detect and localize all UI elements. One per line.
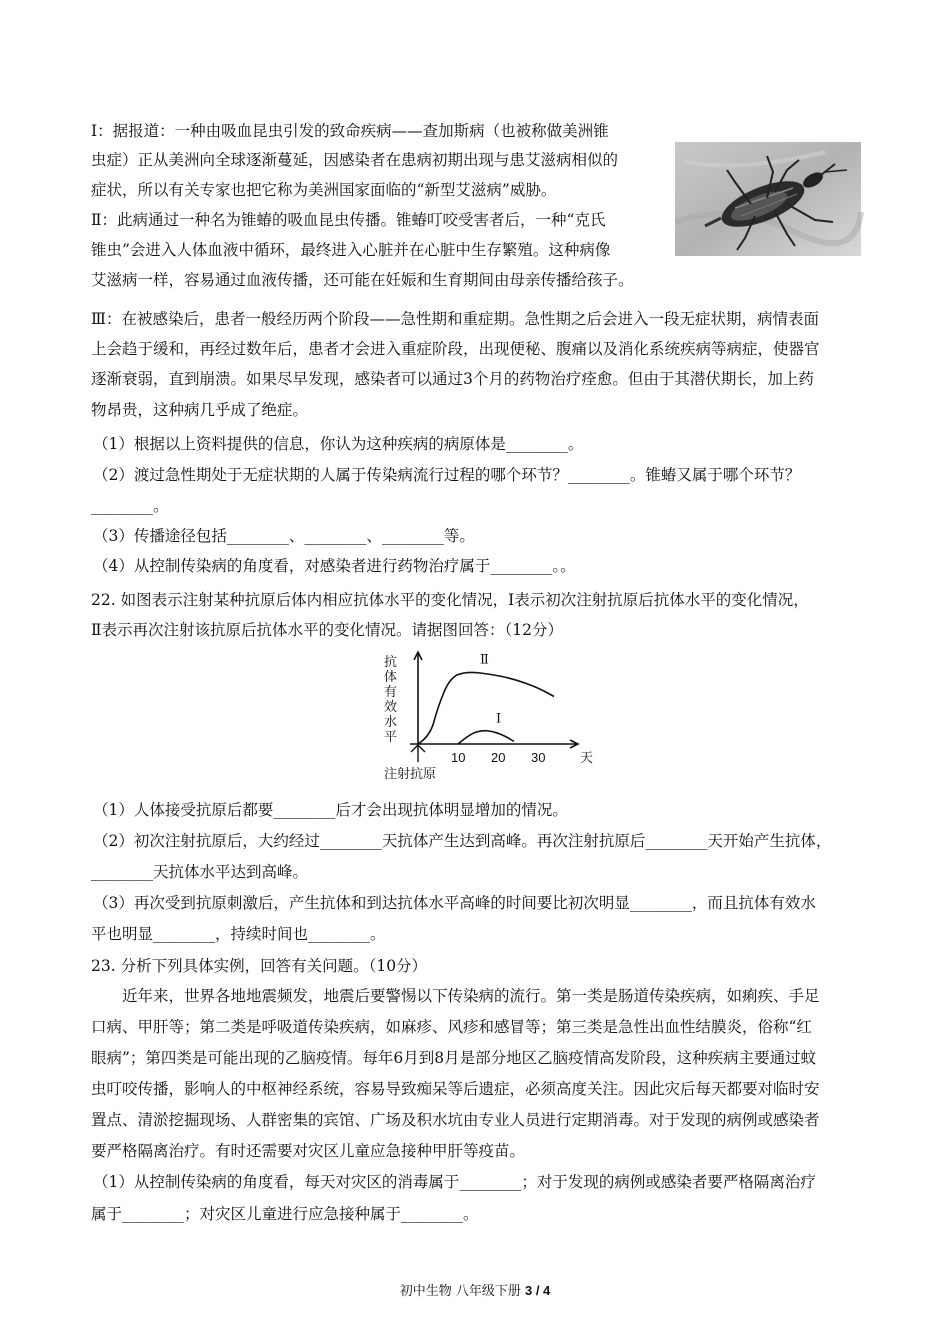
- passage-3-line-3: 逐渐衰弱，直到崩溃。如果尽早发现，感染者可以通过3个月的药物治疗痊愈。但由于其潜伏期长，加上药: [91, 370, 814, 388]
- series-line-secondary: [418, 672, 554, 744]
- passage-1-line-3: 症状，所以有关专家也把它称为美洲国家面临的“新型艾滋病”威胁。: [91, 181, 557, 199]
- q21-sub-4: （4）从控制传染病的角度看，对感染者进行药物治疗属于________。。: [93, 557, 576, 575]
- q21-sub-2-line-1: （2）渡过急性期处于无症状期的人属于传染病流行过程的哪个环节？________。锥蝽又属于哪个环节？: [93, 466, 801, 484]
- y-label-char: 体: [384, 670, 398, 685]
- x-note-label: 注射抗原: [384, 767, 437, 782]
- chart-axes: [410, 652, 578, 748]
- passage-2-line-1: Ⅱ：此病通过一种名为锥蝽的吸血昆虫传播。锥蝽叮咬受害者后，一种“克氏: [91, 211, 606, 229]
- passage-3-line-4: 物昂贵，这种病几乎成了绝症。: [91, 401, 309, 419]
- passage-1-line-1: Ⅰ：据报道：一种由吸血昆虫引发的致命疾病——查加斯病（也被称做美洲锥: [91, 122, 609, 140]
- chart-series: [418, 653, 554, 745]
- q23-passage-line-1: 近年来，世界各地地震频发，地震后要警惕以下传染病的流行。第一类是肠道传染疾病，如痢疾、手足: [122, 987, 820, 1005]
- q21-sub-1: （1）根据以上资料提供的信息，你认为这种疾病的病原体是________。: [93, 435, 584, 453]
- q22-stem-line-1: 22. 如图表示注射某种抗原后体内相应抗体水平的变化情况，Ⅰ表示初次注射抗原后抗体水平的变化情况，: [91, 591, 809, 609]
- x-tick-label: 30: [531, 750, 546, 765]
- y-axis-label: [384, 654, 397, 745]
- passage-3-line-1: Ⅲ：在被感染后，患者一般经历两个阶段——急性期和重症期。急性期之后会进入一段无症状期，病情表面: [91, 310, 819, 328]
- injection-arrow: [411, 745, 425, 762]
- antibody-chart-svg: [370, 650, 594, 790]
- q21-sub-3: （3）传播途径包括________、________、________等。: [93, 527, 475, 545]
- series-label: Ⅱ: [480, 652, 489, 668]
- q23-passage-line-3: 眼病”；第四类是可能出现的乙脑疫情。每年6月到8月是部分地区乙脑疫情高发阶段，这种疾病主要通过蚊: [91, 1049, 817, 1067]
- kissing-bug-photo: [675, 142, 861, 256]
- series-line-primary: [458, 731, 514, 744]
- q22-sub-1: （1）人体接受抗原后都要________后才会出现抗体明显增加的情况。: [93, 801, 568, 819]
- x-tick-label: 20: [491, 750, 506, 765]
- antibody-level-chart: [370, 650, 594, 790]
- q23-passage-line-4: 虫叮咬传播，影响人的中枢神经系统，容易导致痴呆等后遗症，必须高度关注。因此灾后每天都要对临时安: [91, 1080, 820, 1098]
- passage-2-line-2: 锥虫”会进入人体血液中循环，最终进入心脏并在心脏中生存繁殖。这种病像: [91, 241, 611, 259]
- q23-passage-line-5: 置点、清淤挖掘现场、人群密集的宾馆、广场及积水坑由专业人员进行定期消毒。对于发现的病例或感染者: [91, 1111, 820, 1129]
- passage-2-line-3: 艾滋病一样，容易通过血液传播，还可能在妊娠和生育期间由母亲传播给孩子。: [91, 271, 634, 289]
- q21-sub-2-line-2: ________。: [91, 497, 169, 515]
- q22-sub-3-line-1: （3）再次受到抗原刺激后，产生抗体和到达抗体水平高峰的时间要比初次明显________，而且抗体有效水: [93, 894, 816, 912]
- y-label-char: 抗: [384, 655, 398, 670]
- footer-text: 初中生物 八年级下册: [399, 1284, 525, 1299]
- y-label-char: 平: [384, 730, 398, 745]
- q23-sub-1-line-2: 属于________；对灾区儿童进行应急接种属于________。: [91, 1205, 479, 1223]
- q23-passage-line-6: 要严格隔离治疗。有时还需要对灾区儿童应急接种甲肝等疫苗。: [91, 1142, 526, 1160]
- q23-stem: 23. 分析下列具体实例，回答有关问题。（10分）: [91, 957, 428, 975]
- page-footer: [0, 1280, 950, 1299]
- x-unit-label: 天: [580, 751, 594, 766]
- x-tick-label: 10: [451, 750, 466, 765]
- passage-1-line-2: 虫症）正从美洲向全球逐渐蔓延，因感染者在患病初期出现与患艾滋病相似的: [91, 151, 619, 169]
- q22-sub-2-line-2: ________天抗体水平达到高峰。: [91, 863, 309, 881]
- kissing-bug-image: [675, 142, 861, 256]
- y-label-char: 水: [384, 715, 398, 730]
- page-number: 3 / 4: [524, 1283, 551, 1298]
- y-label-char: 有: [384, 685, 398, 700]
- q22-sub-3-line-2: 平也明显________，持续时间也________。: [91, 925, 386, 943]
- series-label: Ⅰ: [496, 711, 502, 727]
- q23-sub-1-line-1: （1）从控制传染病的角度看，每天对灾区的消毒属于________；对于发现的病例或感染者要严格隔离治疗: [93, 1173, 816, 1191]
- q22-sub-2-line-1: （2）初次注射抗原后，大约经过________天抗体产生达到高峰。再次注射抗原后________天开始产生抗体，: [93, 832, 832, 850]
- y-label-char: 效: [384, 700, 398, 715]
- passage-3-line-2: 上会趋于缓和，再经过数年后，患者才会进入重症阶段，出现便秘、腹痛以及消化系统疾病等病症，使器官: [91, 340, 820, 358]
- x-tick-labels: [451, 750, 545, 765]
- q23-passage-line-2: 口病、甲肝等；第二类是呼吸道传染疾病，如麻疹、风疹和感冒等；第三类是急性出血性结膜炎，俗称“红: [91, 1018, 812, 1036]
- q22-stem-line-2: Ⅱ表示再次注射该抗原后抗体水平的变化情况。请据图回答：（12分）: [91, 621, 564, 639]
